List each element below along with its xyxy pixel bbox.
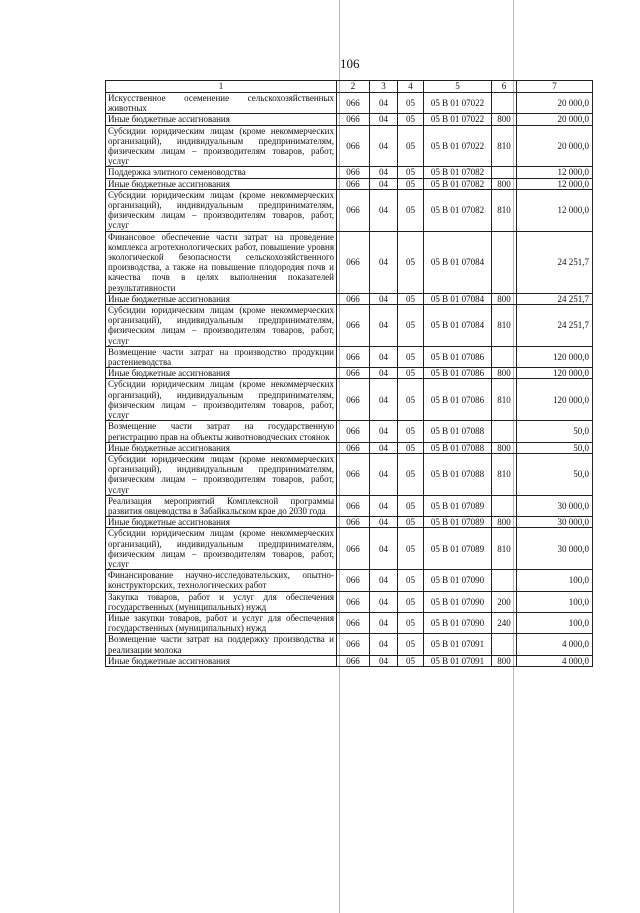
row-code-cell: 04 bbox=[370, 495, 398, 516]
table-row bbox=[106, 231, 593, 293]
row-code-cell: 100,0 bbox=[517, 591, 593, 612]
row-code-cell: 24 251,7 bbox=[517, 231, 593, 293]
row-code-cell: 066 bbox=[337, 570, 370, 591]
row-code-cell: 066 bbox=[337, 305, 370, 347]
row-name-cell: Иные бюджетные ассигнования bbox=[106, 178, 337, 189]
table-row bbox=[106, 591, 593, 612]
row-code-cell: 810 bbox=[492, 305, 517, 347]
row-code-cell: 50,0 bbox=[517, 421, 593, 442]
row-code-cell: 05 В 01 07082 bbox=[424, 167, 492, 178]
row-code-cell: 05 bbox=[398, 655, 424, 666]
row-code-cell: 05 В 01 07088 bbox=[424, 421, 492, 442]
row-code-cell: 05 bbox=[398, 528, 424, 570]
row-name-cell: Субсидии юридическим лицам (кроме некоммерческих организаций), индивидуальным предпринимателям, физическим лицам – производителям товаров, работ, услуг bbox=[106, 379, 337, 421]
row-code-cell: 12 000,0 bbox=[517, 189, 593, 231]
table-row bbox=[106, 189, 593, 231]
row-code-cell: 24 251,7 bbox=[517, 305, 593, 347]
row-code-cell: 50,0 bbox=[517, 442, 593, 453]
column-header: 2 bbox=[337, 81, 370, 93]
row-name-cell: Реализация мероприятий Комплексной программы развития овцеводства в Забайкальском крае до 2030 года bbox=[106, 495, 337, 516]
row-code-cell: 12 000,0 bbox=[517, 167, 593, 178]
row-code-cell: 05 bbox=[398, 293, 424, 304]
row-code-cell: 066 bbox=[337, 453, 370, 495]
row-code-cell: 05 bbox=[398, 591, 424, 612]
row-code-cell: 30 000,0 bbox=[517, 528, 593, 570]
column-header: 4 bbox=[398, 81, 424, 93]
row-code-cell: 05 В 01 07089 bbox=[424, 517, 492, 528]
row-code-cell: 066 bbox=[337, 634, 370, 655]
row-code-cell: 04 bbox=[370, 93, 398, 114]
row-code-cell: 810 bbox=[492, 379, 517, 421]
row-code-cell bbox=[492, 421, 517, 442]
row-code-cell: 05 В 01 07084 bbox=[424, 293, 492, 304]
row-code-cell: 05 В 01 07091 bbox=[424, 634, 492, 655]
row-code-cell: 810 bbox=[492, 125, 517, 167]
row-code-cell: 05 bbox=[398, 453, 424, 495]
table-header-row bbox=[106, 81, 593, 93]
row-code-cell: 04 bbox=[370, 570, 398, 591]
row-name-cell: Поддержка элитного семеноводства bbox=[106, 167, 337, 178]
row-code-cell: 066 bbox=[337, 293, 370, 304]
row-code-cell: 05 bbox=[398, 178, 424, 189]
row-code-cell: 810 bbox=[492, 189, 517, 231]
table-row bbox=[106, 368, 593, 379]
row-code-cell: 04 bbox=[370, 517, 398, 528]
row-code-cell: 04 bbox=[370, 634, 398, 655]
row-name-cell: Иные бюджетные ассигнования bbox=[106, 517, 337, 528]
table-body bbox=[106, 93, 593, 667]
row-code-cell: 05 В 01 07084 bbox=[424, 305, 492, 347]
table-row bbox=[106, 453, 593, 495]
row-code-cell: 04 bbox=[370, 528, 398, 570]
row-code-cell bbox=[492, 570, 517, 591]
column-header: 7 bbox=[517, 81, 593, 93]
row-code-cell: 120 000,0 bbox=[517, 379, 593, 421]
row-code-cell: 05 bbox=[398, 167, 424, 178]
table-row bbox=[106, 167, 593, 178]
row-code-cell: 066 bbox=[337, 114, 370, 125]
page-number: 106 bbox=[340, 56, 360, 71]
row-code-cell: 50,0 bbox=[517, 453, 593, 495]
row-code-cell: 800 bbox=[492, 442, 517, 453]
row-name-cell: Субсидии юридическим лицам (кроме некоммерческих организаций), индивидуальным предпринимателям, физическим лицам – производителям товаров, работ, услуг bbox=[106, 305, 337, 347]
table-row bbox=[106, 114, 593, 125]
row-code-cell: 066 bbox=[337, 167, 370, 178]
row-code-cell: 066 bbox=[337, 379, 370, 421]
table-row bbox=[106, 93, 593, 114]
row-code-cell: 05 В 01 07090 bbox=[424, 591, 492, 612]
row-code-cell: 066 bbox=[337, 612, 370, 633]
row-code-cell: 05 bbox=[398, 125, 424, 167]
row-code-cell: 30 000,0 bbox=[517, 517, 593, 528]
row-name-cell: Иные бюджетные ассигнования bbox=[106, 114, 337, 125]
row-code-cell: 05 В 01 07088 bbox=[424, 442, 492, 453]
row-code-cell: 05 bbox=[398, 231, 424, 293]
row-code-cell: 04 bbox=[370, 368, 398, 379]
row-code-cell: 05 bbox=[398, 634, 424, 655]
row-code-cell: 04 bbox=[370, 305, 398, 347]
table-row bbox=[106, 442, 593, 453]
column-header: 6 bbox=[492, 81, 517, 93]
table-row bbox=[106, 634, 593, 655]
row-code-cell: 066 bbox=[337, 517, 370, 528]
row-code-cell: 05 В 01 07088 bbox=[424, 453, 492, 495]
row-code-cell: 066 bbox=[337, 421, 370, 442]
table-row bbox=[106, 346, 593, 367]
row-code-cell: 04 bbox=[370, 379, 398, 421]
row-name-cell: Закупка товаров, работ и услуг для обеспечения государственных (муниципальных) нужд bbox=[106, 591, 337, 612]
row-code-cell: 04 bbox=[370, 591, 398, 612]
table-row bbox=[106, 379, 593, 421]
row-code-cell: 30 000,0 bbox=[517, 495, 593, 516]
row-code-cell: 066 bbox=[337, 591, 370, 612]
row-code-cell: 05 bbox=[398, 346, 424, 367]
row-code-cell: 800 bbox=[492, 114, 517, 125]
row-code-cell: 066 bbox=[337, 178, 370, 189]
row-name-cell: Иные бюджетные ассигнования bbox=[106, 368, 337, 379]
row-code-cell: 20 000,0 bbox=[517, 125, 593, 167]
row-code-cell: 05 В 01 07086 bbox=[424, 379, 492, 421]
row-code-cell: 800 bbox=[492, 517, 517, 528]
table-row bbox=[106, 293, 593, 304]
row-code-cell: 05 bbox=[398, 495, 424, 516]
row-code-cell: 04 bbox=[370, 167, 398, 178]
row-code-cell: 800 bbox=[492, 293, 517, 304]
row-code-cell: 066 bbox=[337, 93, 370, 114]
row-code-cell: 05 bbox=[398, 305, 424, 347]
row-code-cell: 05 В 01 07089 bbox=[424, 528, 492, 570]
row-code-cell: 04 bbox=[370, 114, 398, 125]
row-code-cell: 05 В 01 07089 bbox=[424, 495, 492, 516]
row-code-cell: 066 bbox=[337, 655, 370, 666]
row-code-cell: 05 bbox=[398, 442, 424, 453]
row-code-cell: 05 В 01 07091 bbox=[424, 655, 492, 666]
row-code-cell: 240 bbox=[492, 612, 517, 633]
column-header: 3 bbox=[370, 81, 398, 93]
row-code-cell: 04 bbox=[370, 293, 398, 304]
row-code-cell: 066 bbox=[337, 125, 370, 167]
budget-table-container bbox=[105, 80, 592, 667]
row-code-cell: 05 В 01 07022 bbox=[424, 93, 492, 114]
row-code-cell: 04 bbox=[370, 442, 398, 453]
row-name-cell: Финансовое обеспечение части затрат на проведение комплекса агротехнологических работ, повышение уровня экологической безопасности сельскохозяйственного производства, а также на повышение плодородия почв и качества почв в целях выполнения показателей результативности bbox=[106, 231, 337, 293]
row-code-cell: 800 bbox=[492, 655, 517, 666]
row-code-cell: 20 000,0 bbox=[517, 93, 593, 114]
column-header: 5 bbox=[424, 81, 492, 93]
row-code-cell: 05 В 01 07090 bbox=[424, 570, 492, 591]
column-header: 1 bbox=[106, 81, 337, 93]
row-code-cell bbox=[492, 346, 517, 367]
row-code-cell: 05 В 01 07084 bbox=[424, 231, 492, 293]
row-code-cell: 05 bbox=[398, 189, 424, 231]
row-code-cell: 04 bbox=[370, 612, 398, 633]
table-row bbox=[106, 528, 593, 570]
row-code-cell: 066 bbox=[337, 189, 370, 231]
row-code-cell: 120 000,0 bbox=[517, 368, 593, 379]
row-code-cell bbox=[492, 634, 517, 655]
row-name-cell: Финансирование научно-исследовательских, опытно-конструкторских, технологических работ bbox=[106, 570, 337, 591]
table-row bbox=[106, 517, 593, 528]
row-code-cell: 066 bbox=[337, 528, 370, 570]
row-code-cell: 120 000,0 bbox=[517, 346, 593, 367]
row-name-cell: Иные бюджетные ассигнования bbox=[106, 655, 337, 666]
row-code-cell: 04 bbox=[370, 346, 398, 367]
row-code-cell: 200 bbox=[492, 591, 517, 612]
row-code-cell: 05 В 01 07082 bbox=[424, 178, 492, 189]
row-code-cell: 04 bbox=[370, 421, 398, 442]
table-row bbox=[106, 612, 593, 633]
table-row bbox=[106, 125, 593, 167]
row-code-cell: 05 bbox=[398, 93, 424, 114]
row-name-cell: Искусственное осеменение сельскохозяйственных животных bbox=[106, 93, 337, 114]
row-code-cell: 066 bbox=[337, 368, 370, 379]
row-code-cell: 24 251,7 bbox=[517, 293, 593, 304]
row-code-cell: 05 В 01 07022 bbox=[424, 114, 492, 125]
row-code-cell: 04 bbox=[370, 231, 398, 293]
row-code-cell: 12 000,0 bbox=[517, 178, 593, 189]
row-code-cell: 04 bbox=[370, 189, 398, 231]
row-code-cell: 04 bbox=[370, 125, 398, 167]
row-code-cell: 05 В 01 07086 bbox=[424, 368, 492, 379]
row-code-cell: 066 bbox=[337, 231, 370, 293]
row-code-cell bbox=[492, 167, 517, 178]
row-code-cell: 100,0 bbox=[517, 612, 593, 633]
row-name-cell: Возмещение части затрат на поддержку производства и реализации молока bbox=[106, 634, 337, 655]
row-code-cell: 4 000,0 bbox=[517, 634, 593, 655]
row-code-cell bbox=[492, 93, 517, 114]
row-code-cell: 05 В 01 07082 bbox=[424, 189, 492, 231]
row-code-cell: 4 000,0 bbox=[517, 655, 593, 666]
row-code-cell: 100,0 bbox=[517, 570, 593, 591]
budget-table bbox=[105, 80, 593, 667]
row-code-cell: 05 В 01 07090 bbox=[424, 612, 492, 633]
row-name-cell: Возмещение части затрат на государственную регистрацию прав на объекты животноводческих стоянок bbox=[106, 421, 337, 442]
row-code-cell: 04 bbox=[370, 655, 398, 666]
row-code-cell: 800 bbox=[492, 368, 517, 379]
row-code-cell: 05 bbox=[398, 421, 424, 442]
row-name-cell: Иные закупки товаров, работ и услуг для обеспечения государственных (муниципальных) нужд bbox=[106, 612, 337, 633]
table-row bbox=[106, 178, 593, 189]
row-code-cell bbox=[492, 231, 517, 293]
row-code-cell: 05 bbox=[398, 368, 424, 379]
table-row bbox=[106, 495, 593, 516]
row-code-cell: 05 В 01 07022 bbox=[424, 125, 492, 167]
row-name-cell: Субсидии юридическим лицам (кроме некоммерческих организаций), индивидуальным предпринимателям, физическим лицам – производителям товаров, работ, услуг bbox=[106, 125, 337, 167]
row-code-cell: 05 bbox=[398, 570, 424, 591]
table-row bbox=[106, 570, 593, 591]
row-name-cell: Субсидии юридическим лицам (кроме некоммерческих организаций), индивидуальным предпринимателям, физическим лицам – производителям товаров, работ, услуг bbox=[106, 528, 337, 570]
row-code-cell: 066 bbox=[337, 346, 370, 367]
table-row bbox=[106, 305, 593, 347]
row-name-cell: Иные бюджетные ассигнования bbox=[106, 293, 337, 304]
row-code-cell: 05 В 01 07086 bbox=[424, 346, 492, 367]
table-row bbox=[106, 655, 593, 666]
row-code-cell: 05 bbox=[398, 114, 424, 125]
row-code-cell: 20 000,0 bbox=[517, 114, 593, 125]
row-name-cell: Субсидии юридическим лицам (кроме некоммерческих организаций), индивидуальным предпринимателям, физическим лицам – производителям товаров, работ, услуг bbox=[106, 453, 337, 495]
row-name-cell: Субсидии юридическим лицам (кроме некоммерческих организаций), индивидуальным предпринимателям, физическим лицам – производителям товаров, работ, услуг bbox=[106, 189, 337, 231]
row-code-cell: 05 bbox=[398, 379, 424, 421]
row-code-cell: 05 bbox=[398, 517, 424, 528]
row-code-cell: 810 bbox=[492, 528, 517, 570]
row-code-cell: 066 bbox=[337, 442, 370, 453]
row-code-cell: 04 bbox=[370, 453, 398, 495]
table-row bbox=[106, 421, 593, 442]
row-name-cell: Возмещение части затрат на производство продукции растениеводства bbox=[106, 346, 337, 367]
row-code-cell: 810 bbox=[492, 453, 517, 495]
row-code-cell: 04 bbox=[370, 178, 398, 189]
row-code-cell: 05 bbox=[398, 612, 424, 633]
row-code-cell: 800 bbox=[492, 178, 517, 189]
row-code-cell: 066 bbox=[337, 495, 370, 516]
row-name-cell: Иные бюджетные ассигнования bbox=[106, 442, 337, 453]
row-code-cell bbox=[492, 495, 517, 516]
